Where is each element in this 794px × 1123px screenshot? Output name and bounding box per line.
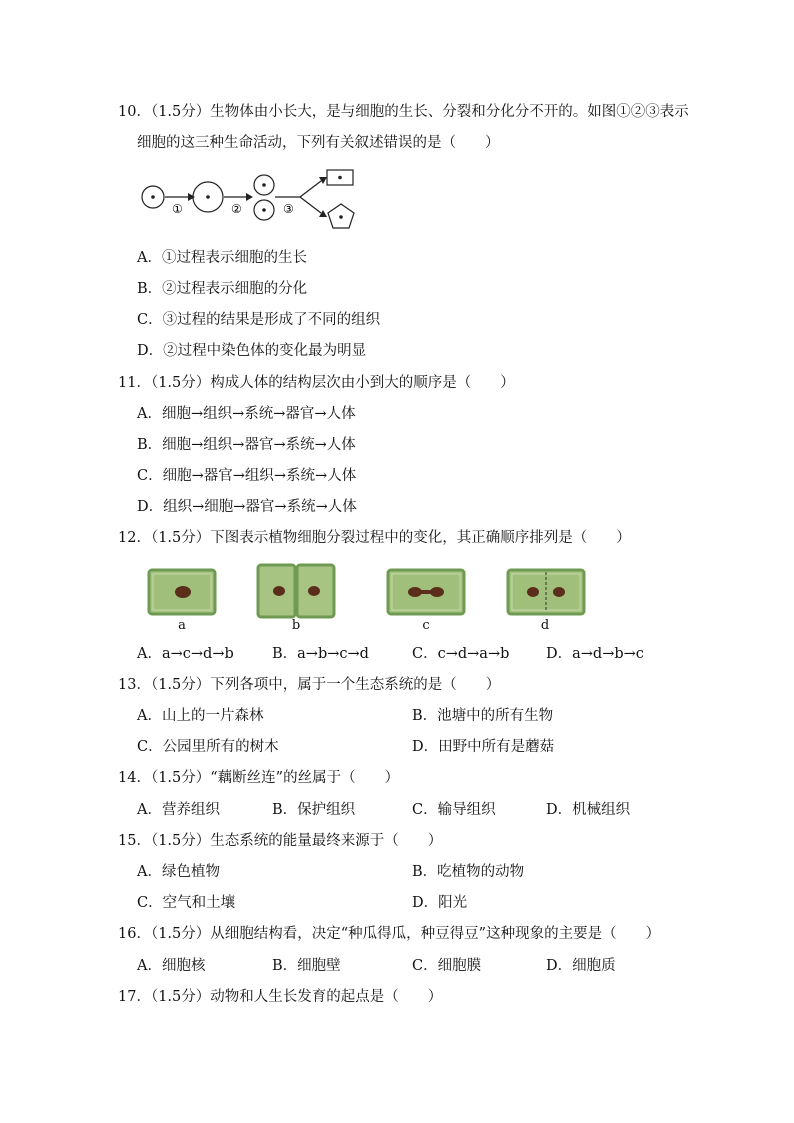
nucleus-dot <box>151 195 155 199</box>
plant-cell-a <box>146 566 218 618</box>
q11-option-b: B．细胞→组织→器官→系统→人体 <box>137 437 356 453</box>
question-14-stem: 14．（1.5分）“藕断丝连”的丝属于（ ） <box>118 770 400 786</box>
q13-option-a: A．山上的一片森林 <box>137 708 264 724</box>
step-2-label: ② <box>231 202 242 216</box>
q10-option-c: C．③过程的结果是形成了不同的组织 <box>137 312 381 328</box>
question-16-stem: 16．（1.5分）从细胞结构看，决定“种瓜得瓜，种豆得豆”这种现象的主要是（ ） <box>118 926 661 942</box>
q12-option-b: B．a→b→c→d <box>272 646 369 662</box>
nucleus <box>308 586 320 596</box>
nucleus-dot <box>262 183 266 187</box>
arrow-3-down-head <box>319 210 327 217</box>
nucleus-dot <box>338 176 342 180</box>
cell-process-diagram <box>138 163 368 235</box>
question-11-stem: 11．（1.5分）构成人体的结构层次由小到大的顺序是（ ） <box>118 375 515 391</box>
nucleus <box>527 587 539 597</box>
figure-label-b: b <box>291 618 301 633</box>
question-12-stem: 12．（1.5分）下图表示植物细胞分裂过程中的变化，其正确顺序排列是（ ） <box>118 530 631 546</box>
question-10-stem: 10．（1.5分）生物体由小长大，是与细胞的生长、分裂和分化分不开的。如图①②③表示 <box>118 104 689 120</box>
figure-label-c: c <box>422 618 430 633</box>
nucleus-dot <box>206 195 210 199</box>
nucleus <box>175 586 191 598</box>
arrow-3-up <box>300 181 321 197</box>
q15-option-c: C．空气和土壤 <box>137 895 236 911</box>
arrow-1-head <box>188 193 195 201</box>
figure-label-a: a <box>178 618 186 633</box>
q16-option-a: A．细胞核 <box>137 958 206 974</box>
question-15-stem: 15．（1.5分）生态系统的能量最终来源于（ ） <box>118 833 443 849</box>
q10-option-a: A．①过程表示细胞的生长 <box>137 250 307 266</box>
q13-option-c: C．公园里所有的树木 <box>137 739 279 755</box>
arrow-2-head <box>246 193 253 201</box>
question-10-stem-cont: 细胞的这三种生命活动，下列有关叙述错误的是（ ） <box>137 135 500 151</box>
q12-option-a: A．a→c→d→b <box>137 646 234 662</box>
step-3-label: ③ <box>283 202 294 216</box>
plant-cell-d <box>505 566 587 618</box>
q13-option-d: D．田野中所有是蘑菇 <box>412 739 555 755</box>
q14-option-d: D．机械组织 <box>546 802 631 818</box>
q13-option-b: B．池塘中的所有生物 <box>412 708 554 724</box>
q12-option-c: C．c→d→a→b <box>412 646 510 662</box>
q15-option-b: B．吃植物的动物 <box>412 864 525 880</box>
q10-option-b: B．②过程表示细胞的分化 <box>137 281 308 297</box>
q15-option-a: A．绿色植物 <box>137 864 220 880</box>
q11-option-a: A．细胞→组织→系统→器官→人体 <box>137 406 356 422</box>
plant-cell-b <box>255 561 337 621</box>
q16-option-b: B．细胞壁 <box>272 958 341 974</box>
nucleus <box>553 587 565 597</box>
plant-cell-c <box>385 566 467 618</box>
arrow-3-up-head <box>319 177 327 184</box>
question-13-stem: 13．（1.5分）下列各项中，属于一个生态系统的是（ ） <box>118 677 501 693</box>
nucleus-dot <box>262 208 266 212</box>
q14-option-b: B．保护组织 <box>272 802 356 818</box>
q14-option-a: A．营养组织 <box>137 802 220 818</box>
q16-option-d: D．细胞质 <box>546 958 616 974</box>
nucleus <box>273 586 285 596</box>
q12-option-d: D．a→d→b→c <box>546 646 644 662</box>
q16-option-c: C．细胞膜 <box>412 958 482 974</box>
q14-option-c: C．输导组织 <box>412 802 496 818</box>
nucleus <box>430 587 444 597</box>
q11-option-c: C．细胞→器官→组织→系统→人体 <box>137 468 357 484</box>
arrow-3-down <box>300 197 321 213</box>
figure-label-d: d <box>540 618 550 633</box>
q10-option-d: D．②过程中染色体的变化最为明显 <box>137 343 367 359</box>
q11-option-d: D．组织→细胞→器官→系统→人体 <box>137 499 357 515</box>
step-1-label: ① <box>172 202 183 216</box>
question-17-stem: 17．（1.5分）动物和人生长发育的起点是（ ） <box>118 989 443 1005</box>
q15-option-d: D．阳光 <box>412 895 468 911</box>
nucleus-dot <box>339 215 343 219</box>
